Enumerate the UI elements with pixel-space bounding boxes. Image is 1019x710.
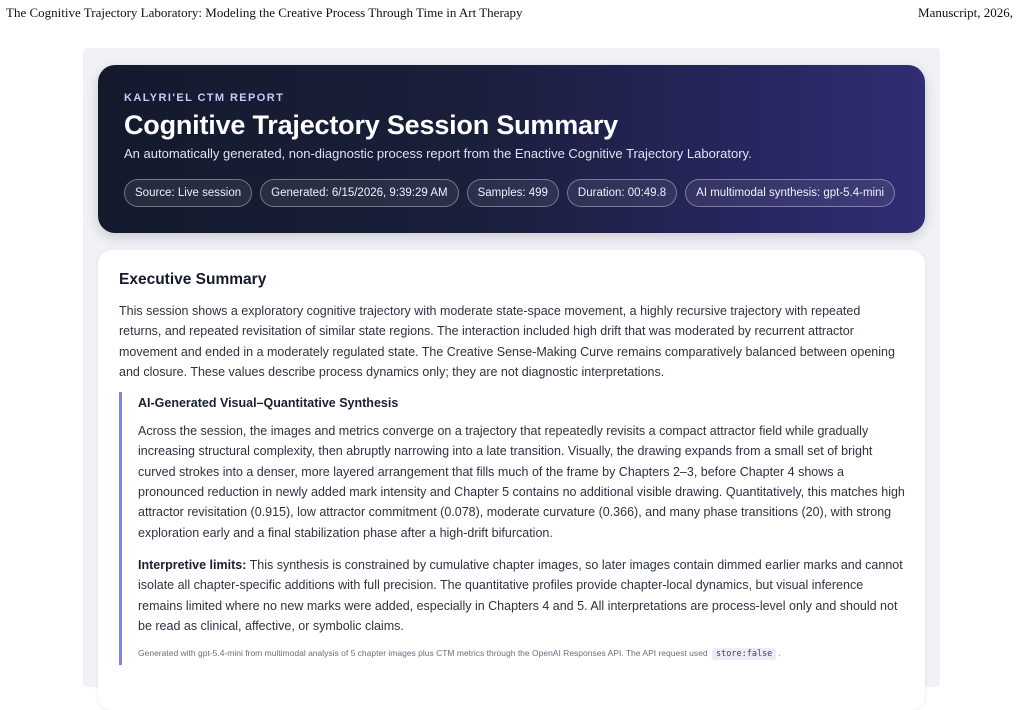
report-hero-banner — [98, 65, 925, 233]
samples-chip: Samples: 499 — [467, 179, 559, 207]
running-header-title: The Cognitive Trajectory Laboratory: Modeling the Creative Process Through Time in Art Therapy — [6, 5, 523, 20]
interpretive-limits-paragraph — [138, 555, 905, 636]
metadata-chip-row — [124, 179, 899, 207]
report-kicker: KALYRI'EL CTM REPORT — [124, 92, 285, 104]
footnote-suffix: . — [778, 648, 781, 659]
executive-summary-heading: Executive Summary — [119, 271, 267, 288]
duration-chip: Duration: 00:49.8 — [567, 179, 677, 207]
document-running-header — [0, 0, 1019, 28]
report-title: Cognitive Trajectory Session Summary — [124, 110, 618, 140]
running-header-venue: Manuscript, 2026, — [918, 5, 1013, 20]
report-subtitle: An automatically generated, non-diagnostic process report from the Enactive Cognitive Trajectory Laboratory. — [124, 146, 752, 161]
ai-synthesis-heading: AI-Generated Visual–Quantitative Synthesis — [138, 396, 399, 411]
ai-synthesis-text: Across the session, the images and metrics converge on a trajectory that repeatedly revisits a compact attractor field while gradually increasing structural complexity, then abruptly narrowing into a late transition. Visually, the drawing expands from a small set of bright curved strokes into a denser, more layered arrangement that fills much of the frame by Chapters 2–3, before Chapter 4 shows a pronounced reduction in newly added mark intensity and Chapter 5 contains no additional visible drawing. Quantitatively, this matches high attractor revisitation (0.915), low attractor commitment (0.078), moderate curvature (0.366), and many phase transitions (20), with strong exploration early and a final stabilization phase after a high-drift bifurcation. — [138, 424, 905, 540]
ai-synthesis-block — [119, 392, 905, 665]
store-false-code: store:false — [712, 648, 776, 660]
generated-chip: Generated: 6/15/2026, 9:39:29 AM — [260, 179, 458, 207]
interpretive-limits-text: This synthesis is constrained by cumulative chapter images, so later images contain dimmed earlier marks and cannot isolate all chapter-specific additions with full precision. The quantitative profiles provide chapter-local dynamics, but visual inference remains limited where no new marks were added, especially in Chapters 4 and 5. All interpretations are process-level only and should not be read as clinical, affective, or symbolic claims. — [138, 557, 903, 633]
generation-footnote — [138, 646, 905, 661]
source-chip: Source: Live session — [124, 179, 252, 207]
executive-summary-card — [98, 250, 925, 710]
executive-summary-text: This session shows a exploratory cognitive trajectory with moderate state-space movement, a highly recursive trajectory with repeated returns, and repeated revisitation of similar state regions. The interaction included high drift that was moderated by recurrent attractor movement and ended in a moderately regulated state. The Creative Sense-Making Curve remains comparatively balanced between opening and closure. These values describe process dynamics only; they are not diagnostic interpretations. — [119, 304, 895, 379]
interpretive-limits-label: Interpretive limits: — [138, 557, 247, 572]
footnote-prefix: Generated with gpt-5.4-mini from multimodal analysis of 5 chapter images plus CTM metrics through the OpenAI Responses API. The API request used — [138, 648, 708, 659]
report-frame — [83, 48, 940, 687]
ai-model-chip: AI multimodal synthesis: gpt-5.4-mini — [685, 179, 895, 207]
